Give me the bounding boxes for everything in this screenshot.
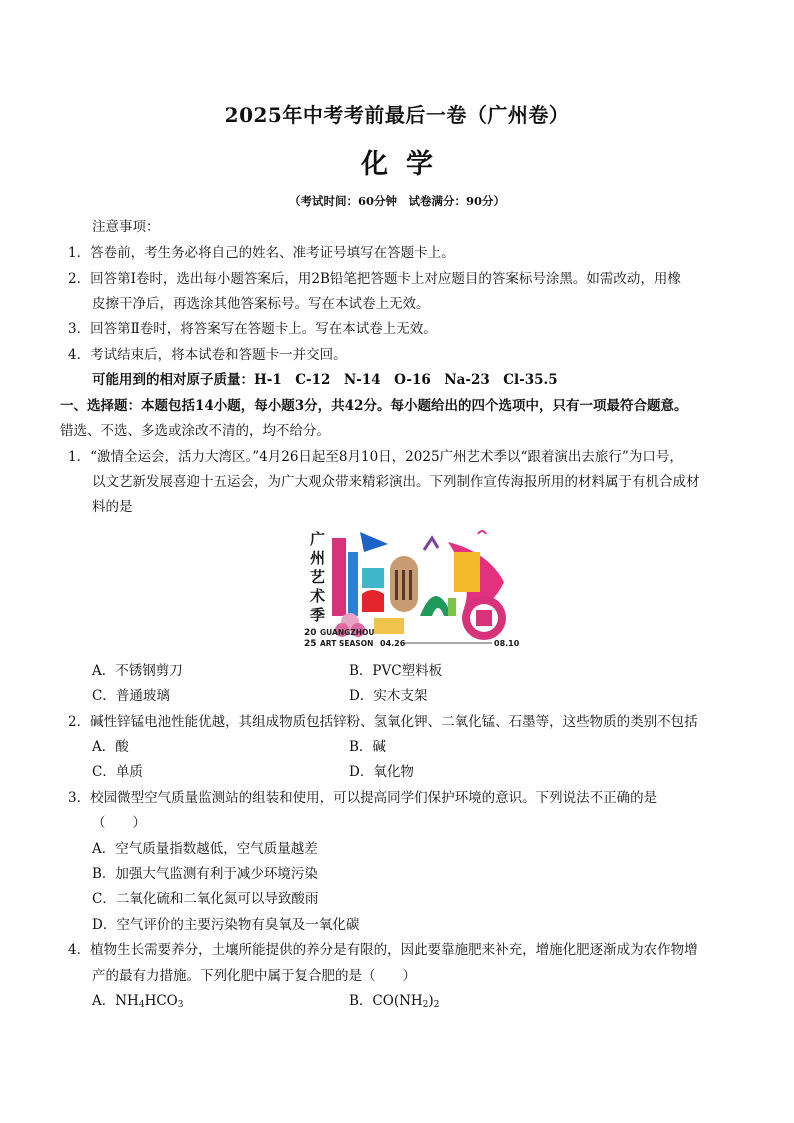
q2-option-b: B．碱: [349, 739, 386, 755]
q3-stem: 3．校园微型空气质量监测站的组装和使用，可以提高同学们保护环境的意识。下列说法不正确的是: [68, 790, 658, 806]
poster-char-5: 季: [310, 606, 326, 624]
q2-option-d: D．氧化物: [349, 764, 414, 780]
section1-intro-cont: 错选、不选、多选或涂改不清的，均不给分。: [60, 423, 330, 439]
q4-option-a: A．$NH_4HCO_3$: [92, 993, 184, 1010]
exam-info: （考试时间：60分钟 试卷满分：90分）: [288, 194, 505, 208]
poster-season: ART SEASON: [320, 639, 374, 648]
q3-option-a: A．空气质量指数越低，空气质量越差: [92, 841, 318, 857]
note-item-2-cont: 皮擦干净后，再选涂其他答案标号。写在本试卷上无效。: [92, 296, 430, 312]
q1-stem-cont2: 料的是: [92, 499, 133, 515]
note-item-1: 1．答卷前，考生务必将自己的姓名、准考证号填写在答题卡上。: [68, 245, 455, 261]
q2-stem: 2．碱性锌锰电池性能优越，其组成物质包括锌粉、氢氧化钾、二氧化锰、石墨等，这些物质的类别不包括: [68, 714, 698, 730]
poster-char-3: 艺: [310, 568, 326, 586]
poster-char-4: 术: [310, 587, 326, 605]
subject-title: 化学: [361, 149, 451, 180]
q2-option-a: A．酸: [92, 739, 129, 755]
q1-option-c: C．普通玻璃: [92, 688, 170, 704]
q3-option-d: D．空气评价的主要污染物有臭氧及一氧化碳: [92, 917, 360, 933]
q1-option-a: A．不锈钢剪刀: [92, 663, 183, 679]
q4-stem: 4．植物生长需要养分，土壤所能提供的养分是有限的，因此要靠施肥来补充，增施化肥逐渐成为农作物增: [68, 942, 698, 958]
poster-year-top: 20: [304, 628, 317, 638]
q4-option-b: B．$CO(NH_2)_2$: [349, 993, 440, 1010]
exam-title: 2025年中考考前最后一卷（广州卷）: [224, 103, 570, 127]
q1-option-d: D．实木支架: [349, 688, 428, 704]
note-item-3: 3．回答第Ⅱ卷时，将答案写在答题卡上。写在本试卷上无效。: [68, 321, 437, 337]
q3-option-c: C．二氧化硫和二氧化氮可以导致酸雨: [92, 891, 319, 907]
poster-date-end: 08.10: [494, 639, 520, 648]
notes-heading: 注意事项：: [92, 219, 160, 235]
q1-option-b: B．PVC塑料板: [349, 663, 443, 679]
poster-date-start: 04.26: [380, 639, 406, 648]
q1-stem-cont: 以文艺新发展喜迎十五运会，为广大观众带来精彩演出。下列制作宣传海报所用的材料属于有机合成材: [92, 474, 700, 490]
q4-stem-cont: 产的最有力措施。下列化肥中属于复合肥的是（ ）: [92, 968, 416, 984]
atomic-masses: 可能用到的相对原子质量：H-1 C-12 N-14 O-16 Na-23 Cl-35.5: [92, 372, 558, 388]
section1-intro: 一、选择题：本题包括14小题，每小题3分，共42分。每小题给出的四个选项中，只有一项最符合题意。: [60, 398, 688, 414]
q1-stem: 1．“激情全运会，活力大湾区。”4月26日起至8月10日，2025广州艺术季以“跟着演出去旅行”为口号，: [68, 449, 683, 465]
q2-option-c: C．单质: [92, 764, 143, 780]
note-item-4: 4．考试结束后，将本试卷和答题卡一并交回。: [68, 347, 347, 363]
q3-option-b: B．加强大气监测有利于减少环境污染: [92, 866, 318, 882]
poster-char-1: 广: [310, 530, 326, 548]
q3-answer-blank: （ ）: [92, 815, 146, 831]
poster-year-bottom: 25: [304, 639, 317, 649]
note-item-2: 2．回答第Ⅰ卷时，选出每小题答案后，用2B铅笔把答题卡上对应题目的答案标号涂黑。如需改动，用橡: [68, 271, 681, 287]
poster-char-2: 州: [310, 549, 326, 567]
art-season-poster: [298, 522, 522, 650]
poster-city: GUANGZHOU: [320, 628, 375, 637]
